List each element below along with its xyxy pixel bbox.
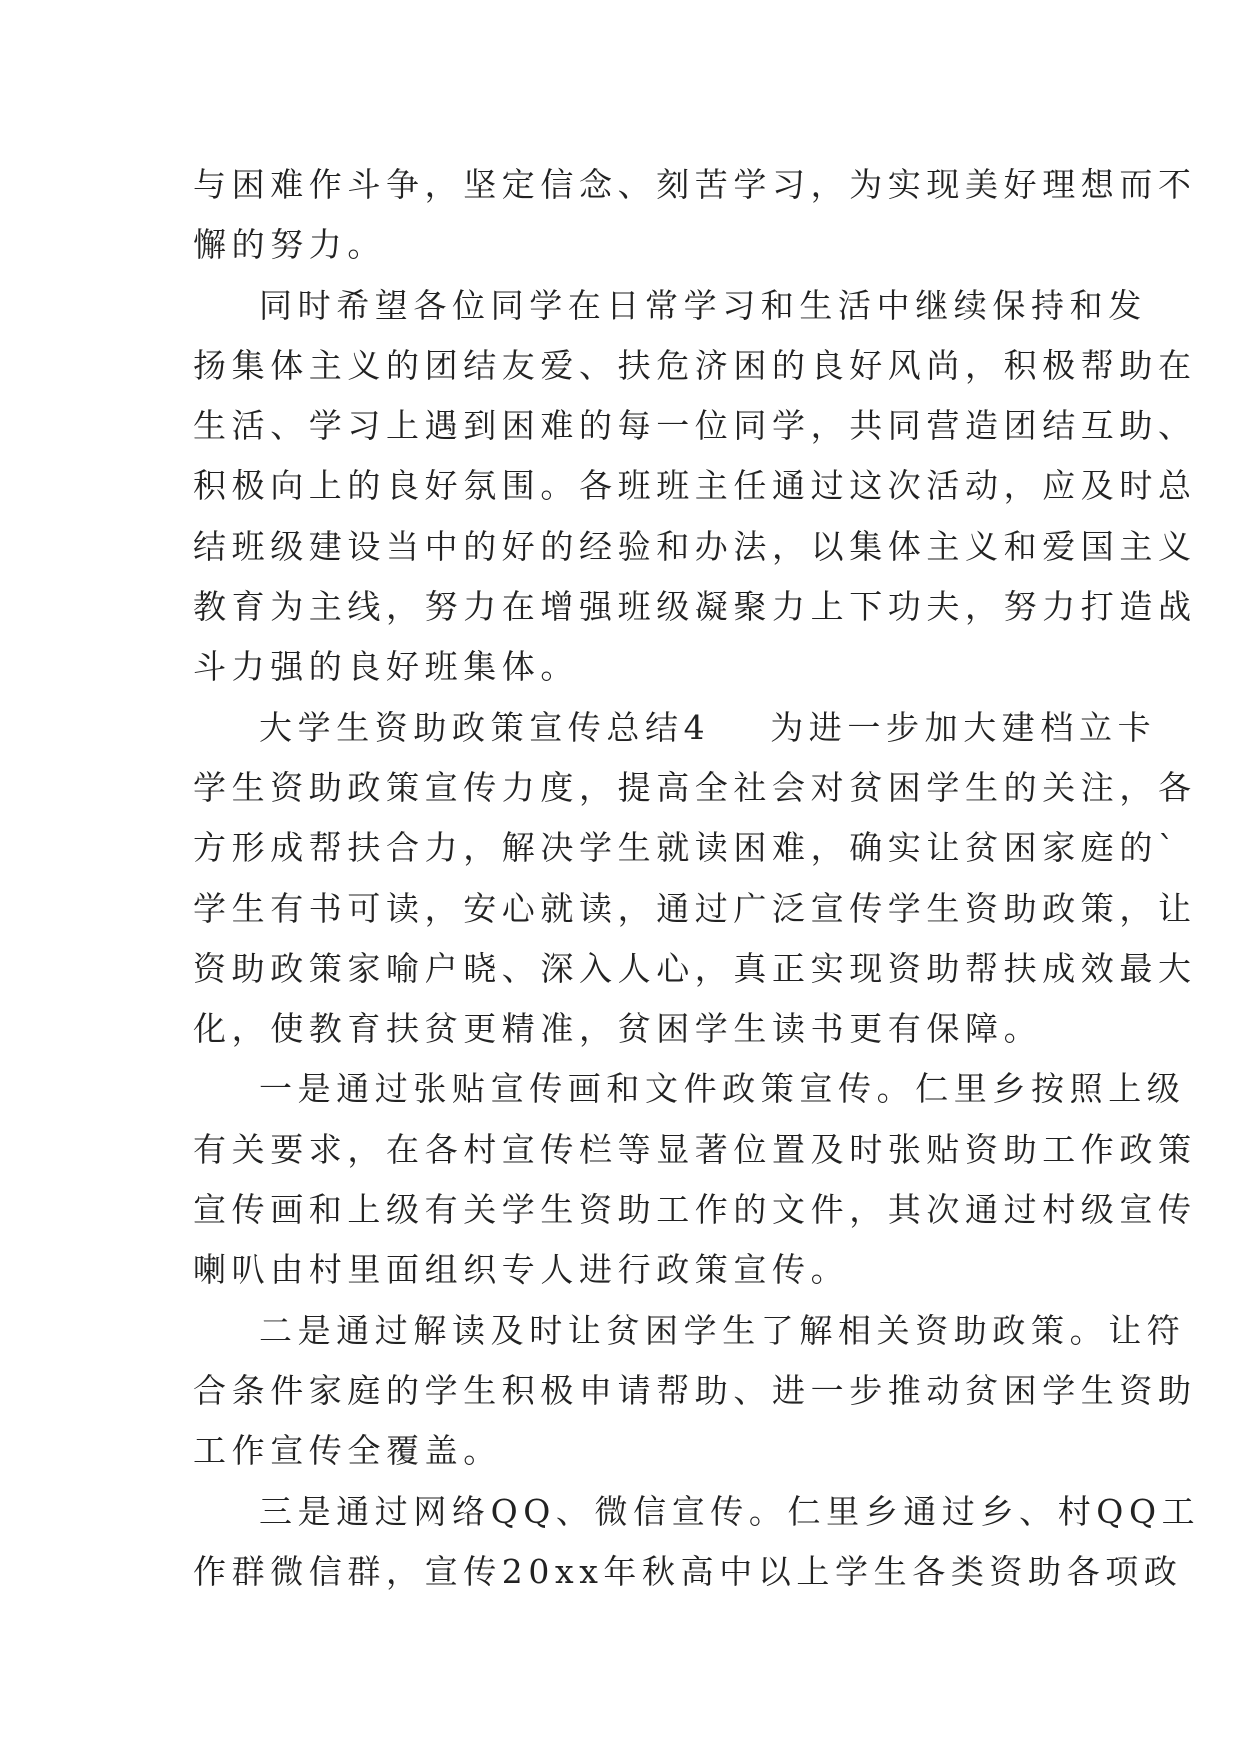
heading-rest-text: 为进一步加大建档立卡 [770,707,1157,747]
text-line: 扬集体主义的团结友爱、扶危济困的良好风尚，积极帮助在 [193,345,1197,385]
text-line: 学生资助政策宣传力度，提高全社会对贫困学生的关注，各 [193,767,1197,807]
text-line: 资助政策家喻户晓、深入人心，真正实现资助帮扶成效最大 [193,948,1197,988]
text-line: 同时希望各位同学在日常学习和生活中继续保持和发 [259,285,1147,325]
text-line: 有关要求，在各村宣传栏等显著位置及时张贴资助工作政策 [193,1129,1197,1169]
text-line: 斗力强的良好班集体。 [193,647,579,687]
text-line: 与困难作斗争，坚定信念、刻苦学习，为实现美好理想而不 [193,165,1197,204]
section-heading-line [193,698,1157,758]
text-line: 合条件家庭的学生积极申请帮助、进一步推动贫困学生资助 [193,1370,1197,1410]
text-line: 学生有书可读，安心就读，通过广泛宣传学生资助政策，让 [193,888,1197,928]
text-line: 懈的努力。 [193,225,386,265]
text-line: 结班级建设当中的好的经验和办法，以集体主义和爱国主义 [193,526,1197,566]
text-line: 三是通过网络QQ、微信宣传。仁里乡通过乡、村QQ工 [259,1491,1201,1531]
section-heading: 大学生资助政策宣传总结4 [259,707,711,747]
text-line: 二是通过解读及时让贫困学生了解相关资助政策。让符 [259,1310,1186,1350]
text-line: 宣传画和上级有关学生资助工作的文件，其次通过村级宣传 [193,1190,1197,1230]
text-line: 工作宣传全覆盖。 [193,1431,502,1471]
text-line: 生活、学习上遇到困难的每一位同学，共同营造团结互助、 [193,406,1197,446]
text-line: 化，使教育扶贫更精准，贫困学生读书更有保障。 [193,1009,1043,1049]
text-line: 积极向上的良好氛围。各班班主任通过这次活动，应及时总 [193,466,1197,506]
text-line: 喇叭由村里面组织专人进行政策宣传。 [193,1250,850,1290]
text-line: 教育为主线，努力在增强班级凝聚力上下功夫，努力打造战 [193,587,1197,627]
text-line: 方形成帮扶合力，解决学生就读困难，确实让贫困家庭的` [193,828,1181,868]
text-line: 一是通过张贴宣传画和文件政策宣传。仁里乡按照上级 [259,1069,1186,1109]
document-body [193,155,1201,1602]
text-line: 作群微信群，宣传20xx年秋高中以上学生各类资助各项政 [193,1551,1183,1591]
